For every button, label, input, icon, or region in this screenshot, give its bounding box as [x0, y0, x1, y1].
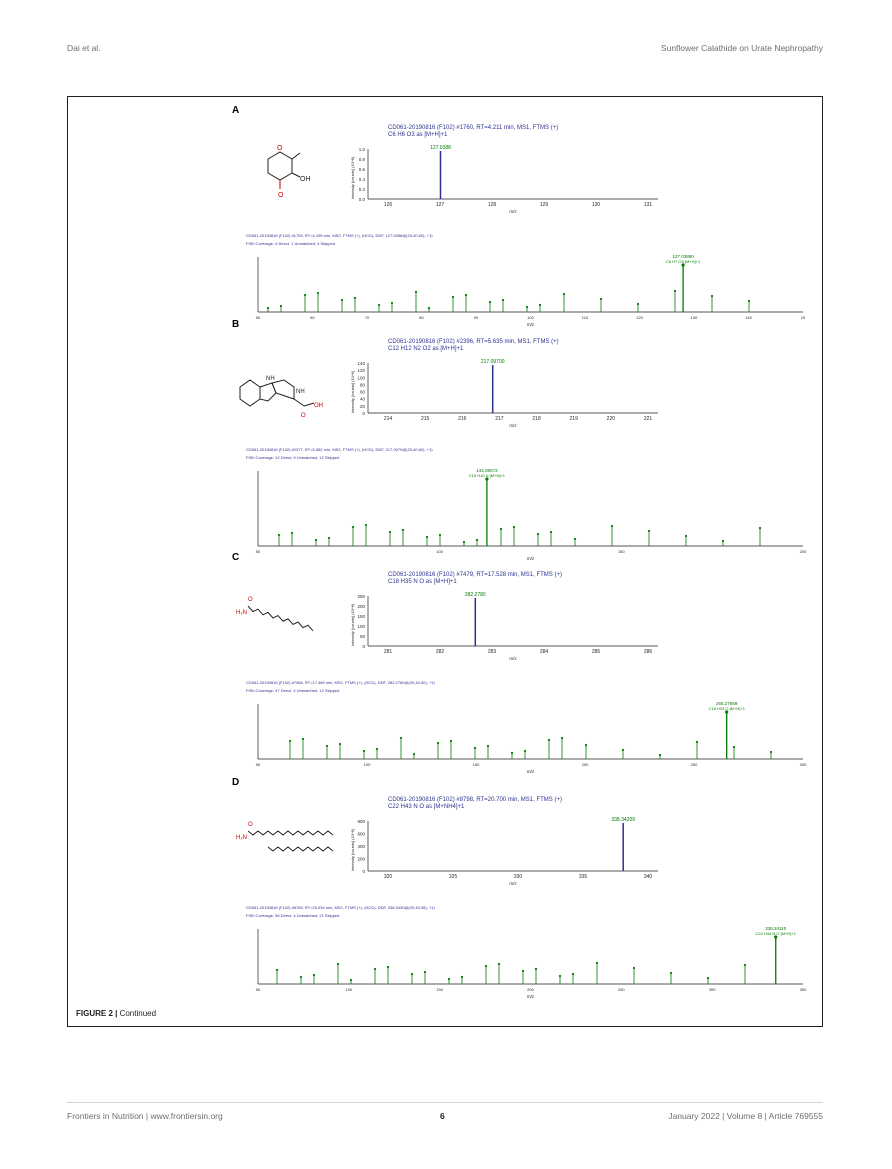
- ms2-x-tick: 100: [345, 987, 353, 992]
- ms2-x-tick: 80: [419, 315, 424, 320]
- ms2-fragment-marker: [711, 295, 713, 297]
- ms2-fragment-marker: [339, 743, 341, 745]
- ms2-fragment-marker: [289, 740, 291, 742]
- svg-text:NH: NH: [266, 376, 275, 382]
- ms1-y-tick: 0.4: [358, 177, 365, 182]
- ms2-fragment-marker: [707, 977, 709, 979]
- ms2-fragment-marker: [428, 307, 430, 309]
- ms2-fragment-marker: [744, 964, 746, 966]
- ms2-fragment-marker: [448, 978, 450, 980]
- ms1-x-tick: 283: [487, 649, 497, 655]
- ms2-fragment-marker: [574, 538, 576, 540]
- ms1-y-tick: 200: [357, 856, 365, 862]
- ms1-spectrum-a: [350, 125, 658, 214]
- ms2-fragment-marker: [317, 292, 319, 294]
- ms1-y-tick: 100: [357, 375, 365, 381]
- ms2-fragment-marker: [337, 963, 339, 965]
- svg-text:OH: OH: [300, 176, 311, 183]
- ms2-x-tick: 70: [364, 315, 370, 320]
- ms2-fragment-marker: [365, 524, 367, 526]
- ms1-subtitle: C18 H35 N O as [M+H]+1: [388, 579, 457, 585]
- ms2-x-tick: 200: [527, 987, 534, 992]
- ms2-x-tick: 50: [255, 315, 261, 320]
- ms1-y-label: Intensity [counts] (10^6): [350, 603, 355, 646]
- ms1-y-tick: 0.2: [358, 187, 365, 192]
- ms2-fragment-marker: [596, 962, 598, 964]
- ms2-fragment-marker: [378, 304, 380, 306]
- ms1-x-tick: 281: [383, 649, 393, 655]
- svg-text:OH: OH: [314, 403, 323, 409]
- ms2-fragment-marker: [326, 745, 328, 747]
- ms1-subtitle: C6 H6 O3 as [M+H]+1: [388, 132, 448, 138]
- chemical-structure-pyranone: [268, 145, 311, 199]
- ms2-coverage: FISh Coverage: 12 Direct, 9 Unmatched, 12 Skipped: [246, 455, 340, 460]
- ms2-main-label: 265.27869: [716, 701, 738, 706]
- ms2-x-label: m/z: [526, 994, 535, 999]
- ms2-fragment-marker: [537, 533, 539, 535]
- ms1-spectrum-c: [350, 572, 658, 661]
- ms2-fragment-marker: [733, 746, 735, 748]
- ms1-x-tick: 320: [383, 874, 393, 880]
- ms2-fragment-marker: [411, 973, 413, 975]
- ms2-fragment-marker: [659, 754, 661, 756]
- ms1-x-tick: 219: [569, 416, 578, 422]
- ms2-fragment-marker: [748, 300, 750, 302]
- ms2-fragment-marker: [487, 745, 489, 747]
- ms2-fragment-marker: [391, 302, 393, 304]
- ms2-fragment-marker: [548, 739, 550, 741]
- ms2-fragment-marker: [502, 299, 504, 301]
- figure-frame: [67, 96, 823, 1027]
- ms1-y-tick: 140: [357, 361, 365, 366]
- chemical-structure-amide-c22: [236, 822, 333, 851]
- ms2-fragment-marker: [611, 525, 613, 527]
- ms1-y-label: Intensity [counts] (10^6): [350, 156, 355, 199]
- ms2-fragment-marker: [376, 748, 378, 750]
- ms2-x-tick: 200: [581, 762, 589, 767]
- ms2-main-formula: C18 H33 O [M+H]+1: [708, 706, 745, 711]
- footer-journal: Frontiers in Nutrition | www.frontiersin.org: [67, 1111, 223, 1121]
- ms1-x-label: m/z: [509, 209, 517, 214]
- ms1-title: CD061-20190816 (F102) #7479, RT=17.528 min, MS1, FTMS (+): [388, 572, 562, 578]
- ms1-y-tick: 50: [359, 634, 365, 639]
- ms1-peak-label: 217.09700: [480, 359, 505, 365]
- ms2-fragment-marker: [439, 534, 441, 536]
- chemical-structure-amide-c18: [236, 597, 313, 631]
- footer-rule: [67, 1102, 823, 1103]
- ms2-fragment-marker: [485, 965, 487, 967]
- ms2-x-tick: 50: [255, 762, 261, 767]
- ms2-fragment-marker: [622, 749, 624, 751]
- ms2-title: CD061-20190816 (F102) #2377, RT=5.582 min, MS2, FTMS (+), (HCD), DDF, 217.0970@(20,40,60), +1): [246, 447, 433, 452]
- ms1-x-tick: 285: [591, 649, 601, 655]
- ms2-main-label: 144.08073: [476, 468, 498, 473]
- ms2-fragment-marker: [302, 738, 304, 740]
- ms2-fragment-marker: [539, 304, 541, 306]
- ms2-spectrum-b: [246, 447, 807, 561]
- ms2-fragment-marker: [280, 305, 282, 307]
- ms2-x-tick: 100: [363, 762, 371, 767]
- ms2-fragment-marker: [352, 526, 354, 528]
- ms1-x-label: m/z: [509, 656, 517, 661]
- ms2-fragment-marker: [696, 741, 698, 743]
- ms1-subtitle: C22 H43 N O as [M+NH4]+1: [388, 804, 465, 810]
- caption-label: FIGURE 2 |: [76, 1009, 118, 1018]
- ms2-coverage: FISh Coverage: 56 Direct, 4 Unmatched, 21 Skipped: [246, 913, 340, 918]
- ms1-y-label: Intensity [counts] (10^6): [350, 370, 355, 413]
- ms2-x-tick: 110: [581, 315, 589, 320]
- ms2-fragment-marker: [685, 535, 687, 537]
- ms2-x-tick: 150: [472, 762, 480, 767]
- ms1-x-tick: 325: [448, 874, 458, 880]
- ms1-x-tick: 216: [458, 416, 467, 422]
- ms1-title: CD061-20190816 (F102) #1760, RT=4.211 min, MS1, FTMS (+): [388, 125, 559, 131]
- ms2-x-tick: 100: [436, 549, 444, 554]
- ms1-x-tick: 335: [578, 874, 588, 880]
- svg-text:O: O: [248, 597, 253, 603]
- ms1-x-tick: 218: [532, 416, 541, 422]
- panel-label-a: A: [232, 105, 240, 116]
- panel-label-c: C: [232, 552, 240, 563]
- svg-text:H₂N: H₂N: [236, 610, 247, 616]
- ms1-peak-label: 338.34209: [611, 817, 636, 823]
- ms2-x-tick: 250: [617, 987, 625, 992]
- ms2-fragment-marker: [374, 968, 376, 970]
- ms1-y-tick: 600: [357, 831, 365, 837]
- ms1-peak-label: 127.0388: [430, 145, 451, 151]
- panel-label-b: B: [232, 319, 240, 330]
- ms1-spectrum-b: [350, 339, 658, 428]
- ms1-y-tick: 250: [357, 594, 365, 599]
- ms2-fragment-marker: [770, 751, 772, 753]
- ms2-fragment-marker: [426, 536, 428, 538]
- svg-text:O: O: [278, 192, 284, 199]
- ms2-fragment-marker: [304, 294, 306, 296]
- ms1-y-tick: 20: [359, 403, 365, 409]
- ms1-y-tick: 0.6: [358, 167, 365, 172]
- ms2-x-tick: 200: [799, 549, 807, 554]
- ms2-fragment-marker: [452, 296, 454, 298]
- ms2-fragment-marker: [585, 744, 587, 746]
- ms1-x-tick: 220: [606, 416, 616, 422]
- ms1-y-label: Intensity [counts] (10^6): [350, 828, 355, 871]
- ms2-fragment-marker: [276, 969, 278, 971]
- ms1-y-tick: 0.0: [358, 197, 365, 202]
- chemical-structure-carboline: [240, 376, 323, 419]
- ms2-fragment-marker: [400, 737, 402, 739]
- ms2-fragment-marker: [559, 975, 561, 977]
- ms2-fragment-marker: [415, 291, 417, 293]
- ms2-fragment-marker: [498, 963, 500, 965]
- ms2-x-tick: 15: [800, 315, 806, 320]
- ms1-title: CD061-20190816 (F102) #8798, RT=20.700 min, MS1, FTMS (+): [388, 797, 562, 803]
- ms2-fragment-marker: [354, 297, 356, 299]
- ms2-fragment-marker: [500, 528, 502, 530]
- ms1-y-tick: 400: [357, 844, 365, 849]
- ms2-spectrum-c: [246, 680, 807, 774]
- ms2-fragment-marker: [402, 529, 404, 531]
- ms2-fragment-marker: [563, 293, 565, 295]
- ms2-fragment-marker: [363, 750, 365, 752]
- ms2-fragment-marker: [648, 530, 650, 532]
- ms2-fragment-marker: [550, 531, 552, 533]
- ms2-x-tick: 300: [708, 987, 716, 992]
- ms2-fragment-marker: [513, 526, 515, 528]
- caption-text: Continued: [117, 1009, 157, 1018]
- ms2-x-tick: 120: [636, 315, 643, 320]
- ms2-fragment-marker: [463, 541, 465, 543]
- ms1-x-tick: 215: [420, 416, 430, 422]
- ms2-fragment-marker: [474, 747, 476, 749]
- ms2-fragment-marker: [278, 534, 280, 536]
- ms1-peak-label: 282.2780: [464, 592, 486, 598]
- panel-b-figure: [228, 333, 828, 561]
- ms2-fragment-marker: [350, 979, 352, 981]
- ms1-y-tick: 200: [357, 604, 365, 609]
- ms2-fragment-marker: [633, 967, 635, 969]
- ms2-x-label: m/z: [526, 322, 535, 327]
- ms2-fragment-marker: [722, 540, 724, 542]
- ms2-fragment-marker: [267, 307, 269, 309]
- ms2-fragment-marker: [535, 968, 537, 970]
- ms2-fragment-marker: [315, 539, 317, 541]
- ms1-x-tick: 130: [591, 202, 601, 208]
- ms1-x-tick: 127: [435, 202, 445, 208]
- ms2-coverage: FISh Coverage: 47 Direct, 4 Unmatched, 12 Skipped: [246, 688, 340, 693]
- panel-a-figure: [228, 119, 828, 327]
- ms2-fragment-marker: [561, 737, 563, 739]
- panel-d-figure: [228, 791, 828, 1027]
- ms2-fragment-marker: [489, 301, 491, 303]
- ms1-x-label: m/z: [509, 423, 517, 428]
- ms1-x-tick: 214: [383, 416, 393, 422]
- ms2-fragment-marker: [389, 531, 391, 533]
- ms2-fragment-marker: [476, 539, 478, 541]
- ms1-x-tick: 340: [643, 874, 653, 880]
- ms2-main-formula: C10 H10 N [M+H]+1: [468, 473, 506, 478]
- svg-text:NH: NH: [296, 389, 305, 395]
- ms1-y-tick: 800: [357, 819, 365, 824]
- ms2-spectrum-a: [246, 233, 806, 327]
- ms2-fragment-marker: [437, 742, 439, 744]
- ms2-spectrum-d: [246, 905, 807, 999]
- ms2-fragment-marker: [526, 306, 528, 308]
- footer-citation: January 2022 | Volume 8 | Article 769555: [668, 1111, 823, 1121]
- ms2-x-label: m/z: [526, 556, 535, 561]
- ms2-x-tick: 60: [310, 315, 315, 320]
- ms2-fragment-marker: [300, 976, 302, 978]
- figure-caption: [76, 1009, 156, 1018]
- ms2-x-label: m/z: [526, 769, 535, 774]
- ms2-fragment-marker: [670, 972, 672, 974]
- ms2-title: CD061-20190816 (F102) #1759, RT=4.199 min, MS2, FTMS (+), (HCD), DDF, 127.0388@(20,40,60), +1): [246, 233, 433, 238]
- ms2-fragment-marker: [450, 740, 452, 742]
- ms2-coverage: FISh Coverage: 4 Direct, 1 Unmatched, 3 Skipped: [246, 241, 335, 246]
- ms1-y-tick: 150: [357, 614, 365, 619]
- ms2-x-tick: 50: [255, 549, 261, 554]
- ms2-x-tick: 50: [255, 987, 261, 992]
- svg-text:H₂N: H₂N: [236, 835, 247, 841]
- ms2-x-tick: 140: [745, 315, 752, 320]
- ms1-x-tick: 128: [487, 202, 497, 208]
- ms1-y-tick: 80: [359, 382, 365, 388]
- ms2-x-tick: 100: [527, 315, 534, 320]
- ms1-title: CD061-20190816 (F102) #2396, RT=5.635 min, MS1, FTMS (+): [388, 339, 559, 345]
- ms2-fragment-marker: [413, 753, 415, 755]
- ms2-x-tick: 150: [617, 549, 625, 554]
- ms2-main-formula: C22 H44 N O [M+H]+1: [755, 931, 796, 936]
- ms1-x-tick: 217: [495, 416, 504, 422]
- ms1-y-tick: 40: [359, 396, 365, 402]
- svg-text:O: O: [301, 413, 306, 419]
- ms1-y-tick: 0: [362, 644, 365, 649]
- ms1-y-tick: 1.0: [358, 147, 365, 152]
- ms1-x-label: m/z: [509, 881, 517, 886]
- ms1-y-tick: 100: [357, 624, 365, 629]
- ms2-x-tick: 150: [436, 987, 444, 992]
- running-header-authors: Dai et al.: [67, 43, 101, 53]
- ms2-title: CD061-20190816 (F102) #7466, RT=17.489 min, MS2, FTMS (+), (HCD), DDF, 282.2780@(20,40,60), +1): [246, 680, 435, 685]
- ms1-y-tick: 60: [359, 389, 365, 395]
- ms2-fragment-marker: [328, 537, 330, 539]
- ms1-x-tick: 286: [643, 649, 653, 655]
- ms2-fragment-marker: [637, 303, 639, 305]
- ms2-fragment-marker: [600, 298, 602, 300]
- panel-c-figure: [228, 566, 828, 776]
- ms1-y-tick: 0: [362, 411, 365, 416]
- ms2-fragment-marker: [424, 971, 426, 973]
- ms2-fragment-marker: [572, 973, 574, 975]
- ms2-main-label: 338.34110: [765, 926, 787, 931]
- ms1-x-tick: 282: [435, 649, 445, 655]
- ms1-subtitle: C12 H12 N2 O2 as [M+H]+1: [388, 346, 464, 352]
- svg-text:O: O: [277, 145, 283, 152]
- ms2-x-tick: 90: [473, 315, 479, 320]
- ms1-x-tick: 129: [539, 202, 549, 208]
- ms2-x-tick: 300: [799, 762, 807, 767]
- ms1-y-tick: 120: [357, 368, 365, 374]
- ms2-x-tick: 130: [690, 315, 698, 320]
- panel-label-d: D: [232, 777, 240, 788]
- ms1-spectrum-d: [350, 797, 658, 886]
- ms2-title: CD061-20190816 (F102) #8769, RT=20.634 min, MS2, FTMS (+), (HCD), DDF, 338.3430@(20,40,55), +1): [246, 905, 435, 910]
- ms2-x-tick: 250: [690, 762, 698, 767]
- ms2-fragment-marker: [524, 750, 526, 752]
- ms2-fragment-marker: [465, 294, 467, 296]
- ms2-fragment-marker: [511, 752, 513, 754]
- ms1-y-tick: 0: [362, 869, 365, 874]
- ms2-main-label: 127.03880: [672, 254, 694, 259]
- ms2-fragment-marker: [291, 532, 293, 534]
- ms1-x-tick: 330: [513, 874, 523, 880]
- ms2-fragment-marker: [522, 970, 524, 972]
- ms1-x-tick: 284: [539, 649, 549, 655]
- ms2-fragment-marker: [674, 290, 676, 292]
- svg-text:O: O: [248, 822, 253, 828]
- footer-page-number: 6: [440, 1111, 445, 1121]
- running-header-title: Sunflower Calathide on Urate Nephropathy: [660, 43, 823, 53]
- ms1-y-tick: 0.8: [358, 157, 365, 162]
- ms2-fragment-marker: [341, 299, 343, 301]
- ms2-fragment-marker: [313, 974, 315, 976]
- ms1-x-tick: 126: [383, 202, 393, 208]
- ms1-x-tick: 131: [643, 202, 653, 208]
- ms2-fragment-marker: [759, 527, 761, 529]
- ms1-x-tick: 221: [643, 416, 653, 422]
- ms2-main-formula: C6 H7 O3 [M+H]+1: [665, 259, 701, 264]
- ms2-x-tick: 350: [799, 987, 807, 992]
- ms2-fragment-marker: [461, 976, 463, 978]
- ms2-fragment-marker: [387, 966, 389, 968]
